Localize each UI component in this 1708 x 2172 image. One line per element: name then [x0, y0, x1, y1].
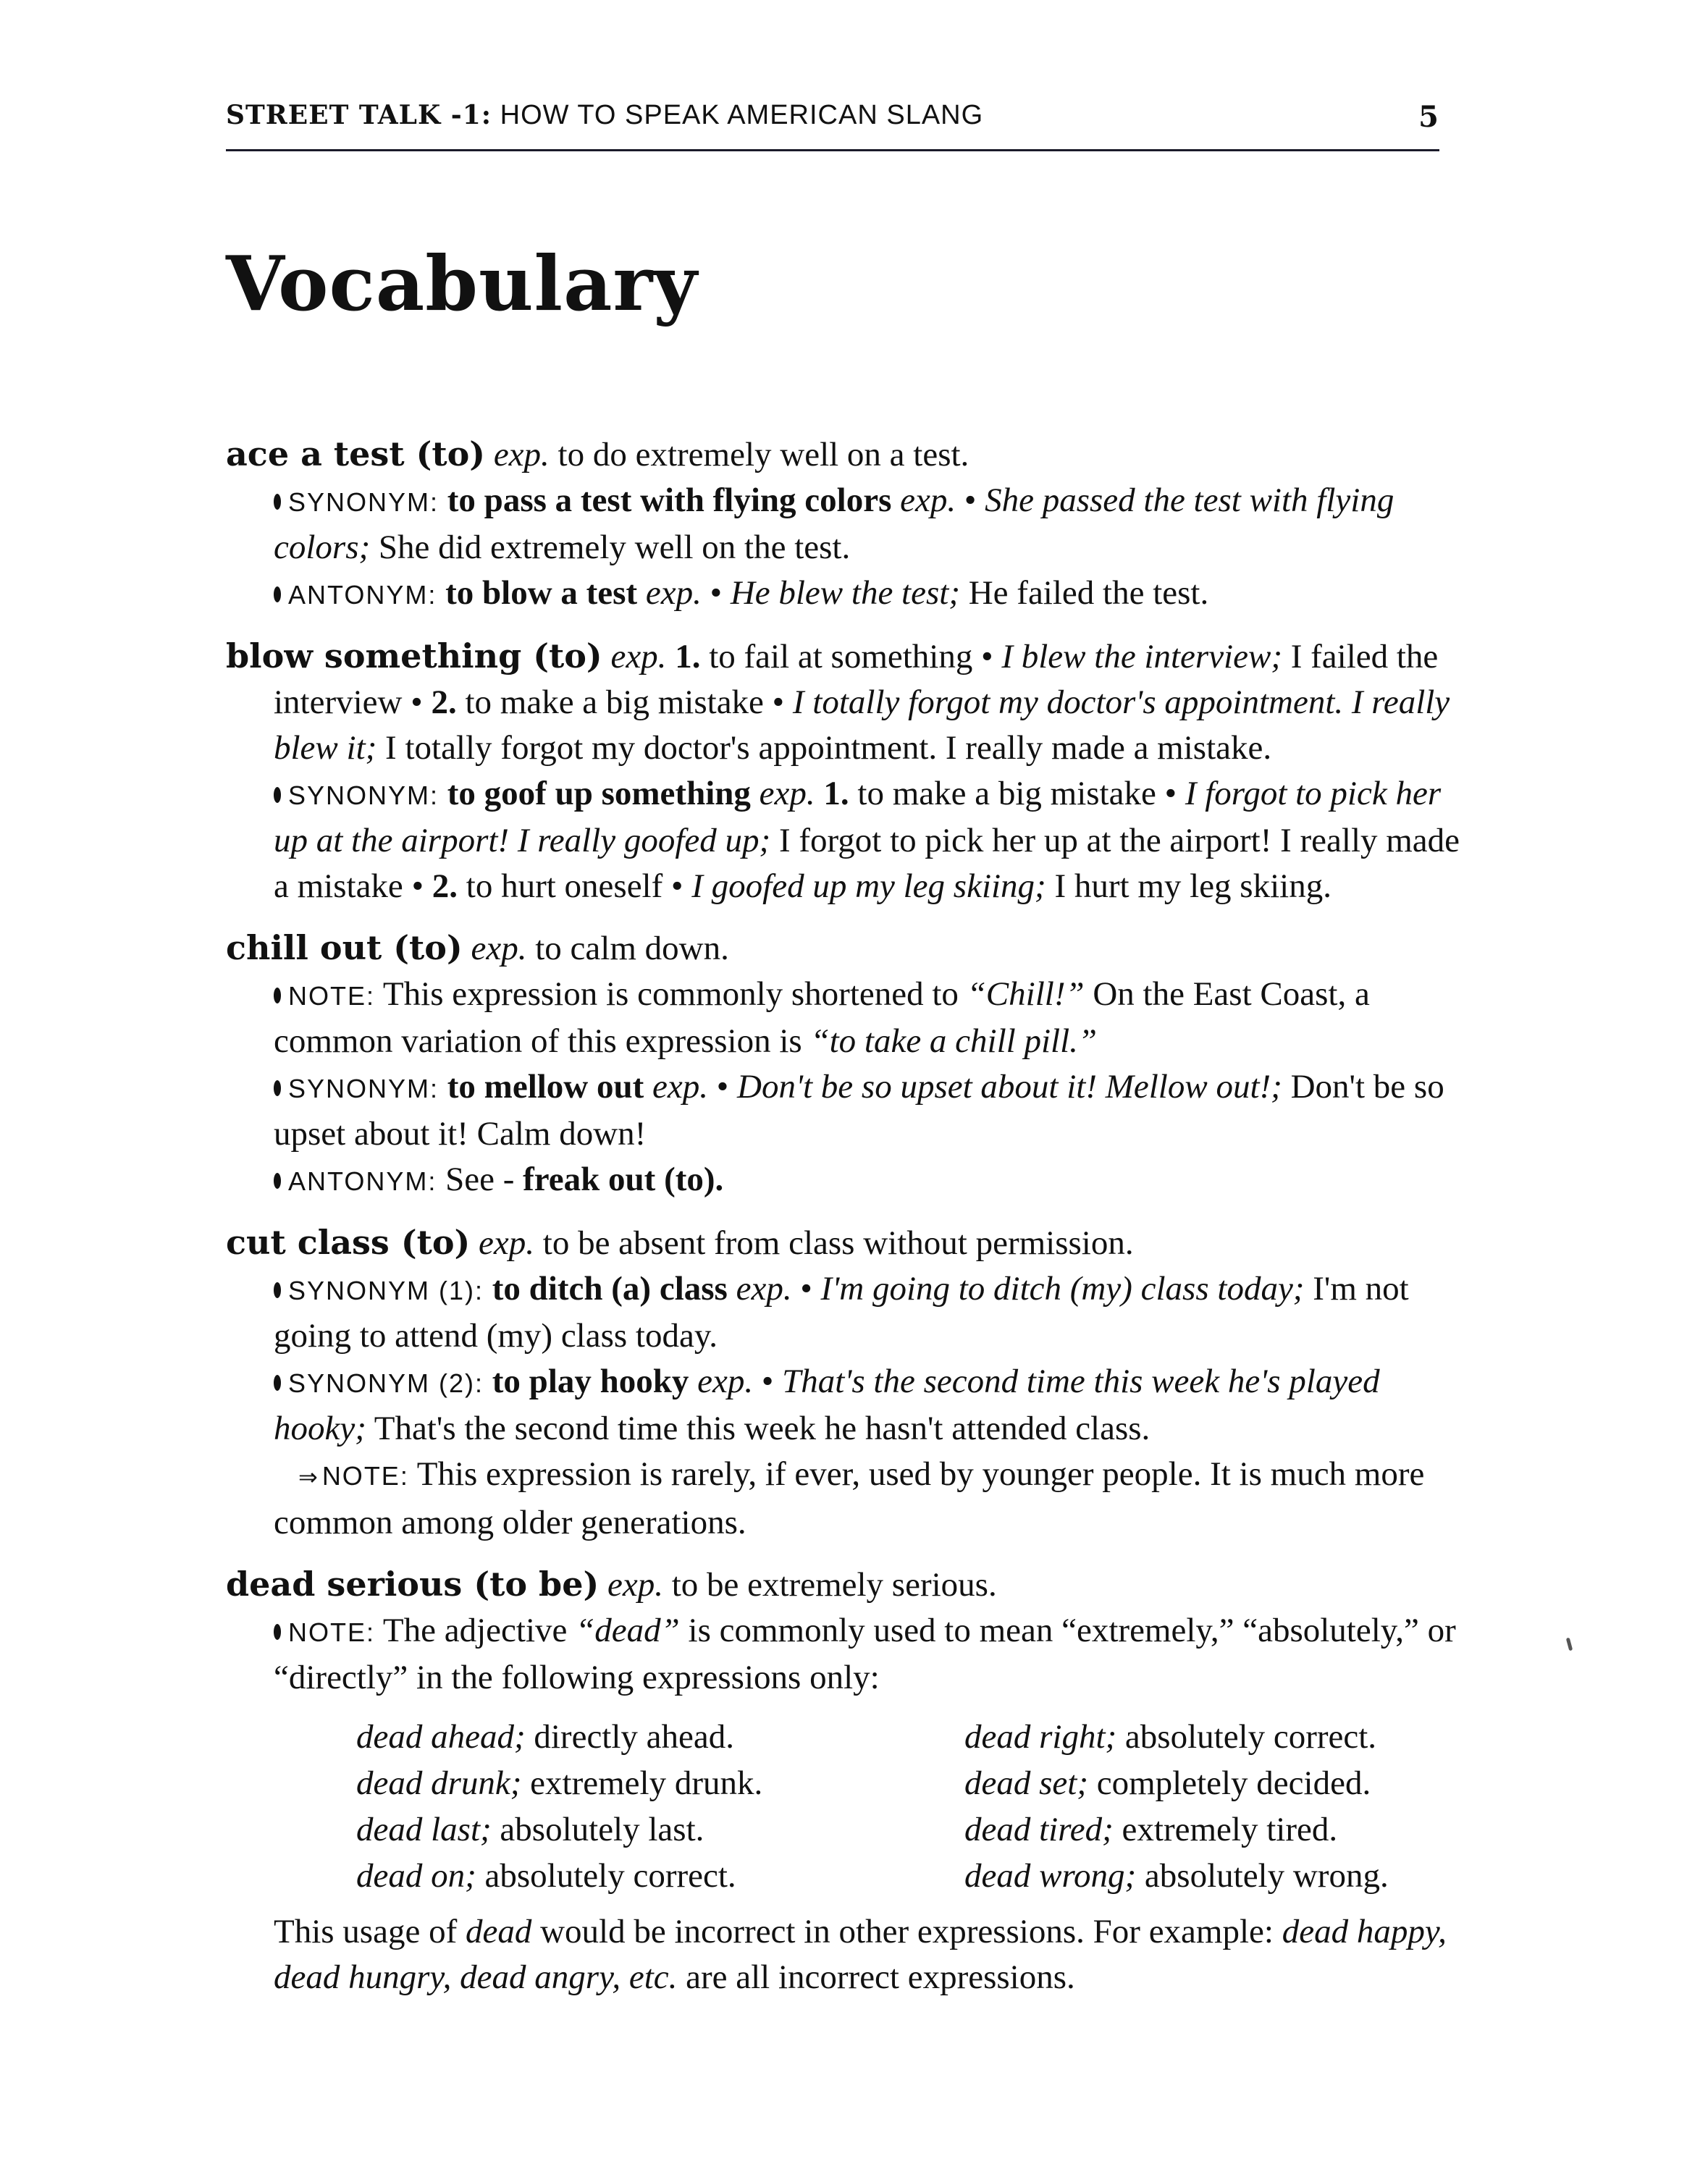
bullet-icon: • — [411, 867, 424, 905]
synonym-1-block — [226, 1266, 1471, 1359]
diamond-bullet-icon — [274, 494, 281, 510]
sense-number: 2. — [431, 683, 457, 721]
see-reference: See - — [445, 1161, 523, 1198]
part-of-speech: exp. — [471, 930, 527, 967]
incorrect-examples: dead happy, dead hungry, dead angry, etc. — [274, 1913, 1447, 1996]
expression-meaning: extremely drunk. — [530, 1764, 763, 1802]
closing-text: This usage of — [274, 1913, 466, 1950]
expression-item — [356, 1853, 964, 1899]
headword: ace a test (to) — [226, 434, 486, 473]
vocab-entry-dead-serious — [226, 1562, 1471, 2000]
expression-meaning: absolutely correct. — [484, 1857, 736, 1895]
synonym-term: to pass a test with flying colors — [447, 481, 892, 519]
expression-item — [964, 1853, 1486, 1899]
headword: cut class (to) — [226, 1223, 471, 1262]
double-arrow-icon: ⇒ — [298, 1463, 318, 1491]
note-text: is commonly used to mean “extremely,” “absolutely,” or “directly” in the following expressions only: — [274, 1612, 1456, 1696]
definition: to do extremely well on a test. — [558, 436, 969, 473]
note-label: NOTE: — [321, 1461, 409, 1491]
bullet-icon: • — [800, 1270, 812, 1308]
cross-reference-term[interactable]: freak out (to). — [523, 1161, 724, 1198]
example-translation: Don't be so upset about it! Calm down! — [274, 1068, 1444, 1153]
page-title: Vocabulary — [226, 239, 698, 328]
closing-text: would be incorrect in other expressions. For example: — [531, 1913, 1282, 1950]
vocab-entry-cut-class — [226, 1220, 1471, 1546]
entry-line — [226, 925, 1471, 972]
header-rule — [226, 149, 1439, 151]
synonym-term: to goof up something — [447, 775, 751, 812]
expression-meaning: directly ahead. — [534, 1718, 735, 1756]
synonym-term: to mellow out — [447, 1068, 644, 1106]
antonym-term: to blow a test — [445, 574, 638, 612]
definition: to make a big mistake — [857, 775, 1156, 812]
example-translation: I'm not going to attend (my) class today. — [274, 1270, 1409, 1355]
example-sentence: She passed the test with flying colors; — [274, 481, 1394, 566]
part-of-speech: exp. — [479, 1224, 535, 1262]
part-of-speech: exp. — [607, 1566, 663, 1604]
example-translation: That's the second time this week he hasn't attended class. — [374, 1410, 1150, 1447]
note-text: This expression is rarely, if ever, used by younger people. It is much more common among older generations. — [274, 1455, 1425, 1541]
note-text: On the East Coast, a common variation of this expression is — [274, 975, 1370, 1060]
expression-term: dead wrong; — [964, 1857, 1137, 1895]
expression-meaning: completely decided. — [1096, 1764, 1371, 1802]
bullet-icon: • — [981, 638, 993, 675]
example-sentence: I'm going to ditch (my) class today; — [820, 1270, 1305, 1308]
part-of-speech: exp. — [697, 1363, 754, 1400]
bullet-icon: • — [716, 1068, 729, 1106]
definition: to fail at something — [709, 638, 973, 675]
bullet-icon: • — [964, 481, 977, 519]
sense-number: 1. — [675, 638, 701, 675]
subnote-block — [226, 1452, 1471, 1546]
vocab-entry-chill-out — [226, 925, 1471, 1204]
synonym-2-block — [226, 1359, 1471, 1452]
entry-line — [226, 1220, 1471, 1266]
expression-meaning: absolutely last. — [500, 1811, 704, 1848]
synonym-block — [226, 771, 1471, 909]
synonym-label: SYNONYM (2): — [288, 1368, 484, 1398]
example-translation: She did extremely well on the test. — [378, 529, 851, 566]
diamond-bullet-icon — [274, 1173, 281, 1189]
antonym-block — [226, 1157, 1471, 1204]
synonym-label: SYNONYM (1): — [288, 1276, 484, 1305]
example-translation: I failed the interview — [274, 638, 1439, 721]
vocab-entry-blow-something — [226, 634, 1471, 909]
synonym-block — [226, 478, 1471, 571]
book-title: STREET TALK -1: — [226, 100, 492, 130]
example-sentence: I totally forgot my doctor's appointment. I really blew it; — [274, 683, 1450, 767]
expression-term: dead on; — [356, 1857, 476, 1895]
example-sentence: I blew the interview; — [1001, 638, 1282, 675]
note-quote: “Chill!” — [967, 975, 1085, 1013]
diamond-bullet-icon — [274, 787, 281, 803]
entry-line — [226, 634, 1471, 771]
synonym-block — [226, 1064, 1471, 1157]
example-translation: He failed the test. — [968, 574, 1209, 612]
headword: dead serious (to be) — [226, 1565, 600, 1604]
bullet-icon: • — [1164, 775, 1177, 812]
diamond-bullet-icon — [274, 1375, 281, 1391]
diamond-bullet-icon — [274, 1282, 281, 1298]
expression-item — [964, 1806, 1486, 1853]
sense-number: 1. — [823, 775, 849, 812]
example-translation: I forgot to pick her up at the airport! I really made a mistake — [274, 822, 1460, 905]
definition: to calm down. — [535, 930, 729, 967]
definition: to hurt oneself — [466, 867, 663, 905]
definition: to be absent from class without permission. — [542, 1224, 1134, 1262]
note-quote: “dead” — [576, 1612, 680, 1649]
note-block — [226, 1608, 1471, 1701]
note-text: This expression is commonly shortened to — [382, 975, 967, 1013]
antonym-label: ANTONYM: — [288, 580, 437, 610]
diamond-bullet-icon — [274, 988, 281, 1003]
scan-speck — [1566, 1638, 1573, 1651]
antonym-block — [226, 571, 1471, 618]
part-of-speech: exp. — [759, 775, 815, 812]
expression-item — [964, 1760, 1486, 1806]
closing-paragraph — [226, 1909, 1471, 2000]
expression-item — [964, 1714, 1486, 1760]
page-number: 5 — [1418, 100, 1439, 134]
part-of-speech: exp. — [493, 436, 550, 473]
bullet-icon: • — [772, 683, 785, 721]
dead-expressions-table — [226, 1714, 1471, 1899]
synonym-label: SYNONYM: — [288, 487, 439, 517]
expression-meaning: absolutely correct. — [1124, 1718, 1377, 1756]
note-text: The adjective — [382, 1612, 576, 1649]
part-of-speech: exp. — [652, 1068, 709, 1106]
note-label: NOTE: — [288, 981, 376, 1011]
example-translation: I totally forgot my doctor's appointment. I really made a mistake. — [385, 729, 1272, 767]
diamond-bullet-icon — [274, 586, 281, 602]
closing-word: dead — [465, 1913, 532, 1950]
expression-item — [356, 1760, 964, 1806]
diamond-bullet-icon — [274, 1080, 281, 1096]
bullet-icon: • — [671, 867, 683, 905]
bullet-icon: • — [761, 1363, 774, 1400]
entry-line — [226, 1562, 1471, 1608]
closing-text: are all incorrect expressions. — [677, 1958, 1075, 1996]
expression-term: dead right; — [964, 1718, 1117, 1756]
example-sentence: He blew the test; — [730, 574, 960, 612]
expression-item — [356, 1714, 964, 1760]
expression-term: dead set; — [964, 1764, 1088, 1802]
part-of-speech: exp. — [736, 1270, 792, 1308]
expression-meaning: extremely tired. — [1122, 1811, 1338, 1848]
expression-item — [356, 1806, 964, 1853]
example-sentence: Don't be so upset about it! Mellow out!; — [737, 1068, 1282, 1106]
antonym-label: ANTONYM: — [288, 1166, 437, 1196]
definition: to make a big mistake — [465, 683, 764, 721]
example-translation: I hurt my leg skiing. — [1054, 867, 1332, 905]
bullet-icon: • — [411, 683, 423, 721]
synonym-term: to play hooky — [492, 1363, 689, 1400]
example-sentence: I forgot to pick her up at the airport! I really goofed up; — [274, 775, 1442, 859]
synonym-label: SYNONYM: — [288, 1074, 439, 1103]
expression-term: dead last; — [356, 1811, 492, 1848]
part-of-speech: exp. — [610, 638, 667, 675]
vocabulary-list — [226, 432, 1471, 2016]
expression-term: dead ahead; — [356, 1718, 526, 1756]
headword: blow something (to) — [226, 636, 602, 675]
part-of-speech: exp. — [900, 481, 956, 519]
synonym-term: to ditch (a) class — [492, 1270, 728, 1308]
example-sentence: I goofed up my leg skiing; — [691, 867, 1046, 905]
definition: to be extremely serious. — [671, 1566, 997, 1604]
expression-term: dead tired; — [964, 1811, 1114, 1848]
part-of-speech: exp. — [645, 574, 702, 612]
sense-number: 2. — [432, 867, 458, 905]
expression-term: dead drunk; — [356, 1764, 522, 1802]
synonym-label: SYNONYM: — [288, 780, 439, 810]
note-block — [226, 972, 1471, 1064]
note-label: NOTE: — [288, 1617, 376, 1647]
example-sentence: That's the second time this week he's played hooky; — [274, 1363, 1380, 1447]
entry-line — [226, 432, 1471, 478]
diamond-bullet-icon — [274, 1624, 281, 1640]
book-subtitle: HOW TO SPEAK AMERICAN SLANG — [500, 100, 984, 130]
running-header — [226, 100, 1439, 143]
headword: chill out (to) — [226, 928, 463, 967]
note-quote: “to take a chill pill.” — [810, 1022, 1098, 1060]
bullet-icon: • — [710, 574, 723, 612]
expression-meaning: absolutely wrong. — [1144, 1857, 1389, 1895]
vocab-entry-ace-a-test — [226, 432, 1471, 618]
